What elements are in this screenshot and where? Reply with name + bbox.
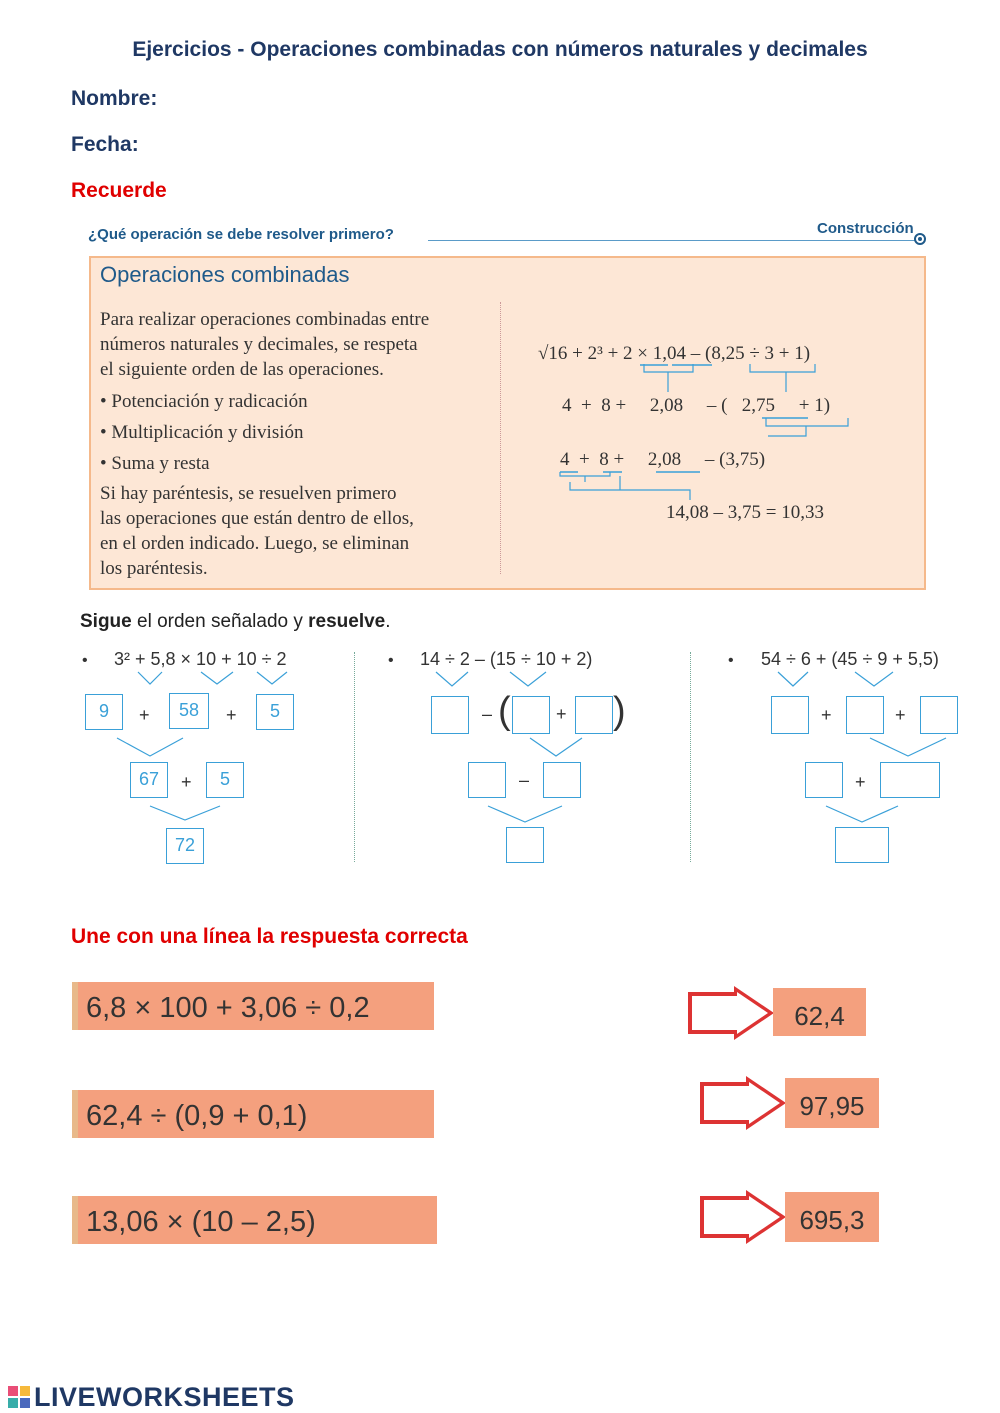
left-parenthesis: (: [498, 690, 511, 732]
arrow-icon: [696, 1190, 788, 1244]
note-line: los paréntesis.: [100, 558, 208, 579]
page-title: Ejercicios - Operaciones combinadas con números naturales y decimales: [132, 38, 868, 61]
expression-a: 3² + 5,8 × 10 + 10 ÷ 2: [114, 649, 287, 669]
note-line: Si hay paréntesis, se resuelven primero: [100, 483, 397, 504]
arrow-icon: [684, 986, 776, 1040]
bullet-a: •: [82, 652, 88, 669]
note-line: las operaciones que están dentro de ellos,: [100, 508, 414, 529]
arrow-icon: [696, 1076, 788, 1130]
date-label: Fecha:: [71, 133, 139, 156]
matching-heading: Une con una línea la respuesta correcta: [71, 925, 468, 948]
answer-box[interactable]: 9: [85, 694, 123, 730]
intro-line: el siguiente orden de las operaciones.: [100, 359, 384, 380]
expression-card[interactable]: 6,8 × 100 + 3,06 ÷ 0,2: [72, 982, 434, 1030]
right-parenthesis: ): [613, 690, 626, 732]
answer-card[interactable]: 695,3: [785, 1192, 879, 1242]
example-line-2: 4 + 8 + 2,08 – ( 2,75 + 1): [562, 395, 831, 416]
answer-box[interactable]: 5: [206, 762, 244, 798]
logo-icon: [8, 1386, 30, 1408]
instruction-end: .: [385, 611, 391, 632]
answer-box[interactable]: 5: [256, 694, 294, 730]
answer-card[interactable]: 62,4: [773, 988, 866, 1036]
answer-card[interactable]: 97,95: [785, 1078, 879, 1128]
bullet-c: •: [728, 652, 734, 669]
name-label: Nombre:: [71, 87, 158, 110]
plus-sign: +: [139, 705, 150, 725]
note-line: en el orden indicado. Luego, se eliminan: [100, 533, 410, 554]
example-result: 14,08 – 3,75 = 10,33: [666, 502, 824, 523]
order-item: • Multiplicación y división: [100, 422, 304, 443]
expression-b: 14 ÷ 2 – (15 ÷ 10 + 2): [420, 649, 593, 669]
intro-line: números naturales y decimales, se respeta: [100, 334, 418, 355]
plus-sign: +: [855, 772, 866, 792]
expression-c: 54 ÷ 6 + (45 ÷ 9 + 5,5): [761, 649, 939, 669]
instruction-bold: resuelve: [308, 611, 386, 632]
plus-sign: +: [895, 705, 906, 725]
minus-sign: –: [519, 770, 530, 790]
theory-box-title: Operaciones combinadas: [100, 262, 350, 287]
example-line-3: 4 + 8 + 2,08 – (3,75): [560, 449, 766, 470]
plus-sign: +: [556, 704, 567, 724]
instruction-bold: Sigue: [80, 611, 132, 632]
minus-sign: –: [482, 704, 493, 724]
question-heading: ¿Qué operación se debe resolver primero?: [88, 226, 394, 243]
order-item: • Suma y resta: [100, 453, 210, 474]
section-tag: Construcción: [817, 220, 914, 237]
intro-line: Para realizar operaciones combinadas entre: [100, 309, 430, 330]
plus-sign: +: [181, 772, 192, 792]
footer-logo: LIVEWORKSHEETS: [34, 1382, 295, 1412]
answer-box[interactable]: 58: [169, 693, 209, 729]
order-item: • Potenciación y radicación: [100, 391, 308, 412]
expression-card[interactable]: 13,06 × (10 – 2,5): [72, 1196, 437, 1244]
plus-sign: +: [226, 705, 237, 725]
plus-sign: +: [821, 705, 832, 725]
bullet-b: •: [388, 652, 394, 669]
answer-box[interactable]: 67: [130, 762, 168, 798]
answer-box[interactable]: 72: [166, 828, 204, 864]
remember-heading: Recuerde: [71, 179, 167, 202]
expression-card[interactable]: 62,4 ÷ (0,9 + 0,1): [72, 1090, 434, 1138]
instruction-text: el orden señalado y: [131, 611, 309, 632]
example-line-1: √16 + 2³ + 2 × 1,04 – (8,25 ÷ 3 + 1): [538, 343, 811, 364]
